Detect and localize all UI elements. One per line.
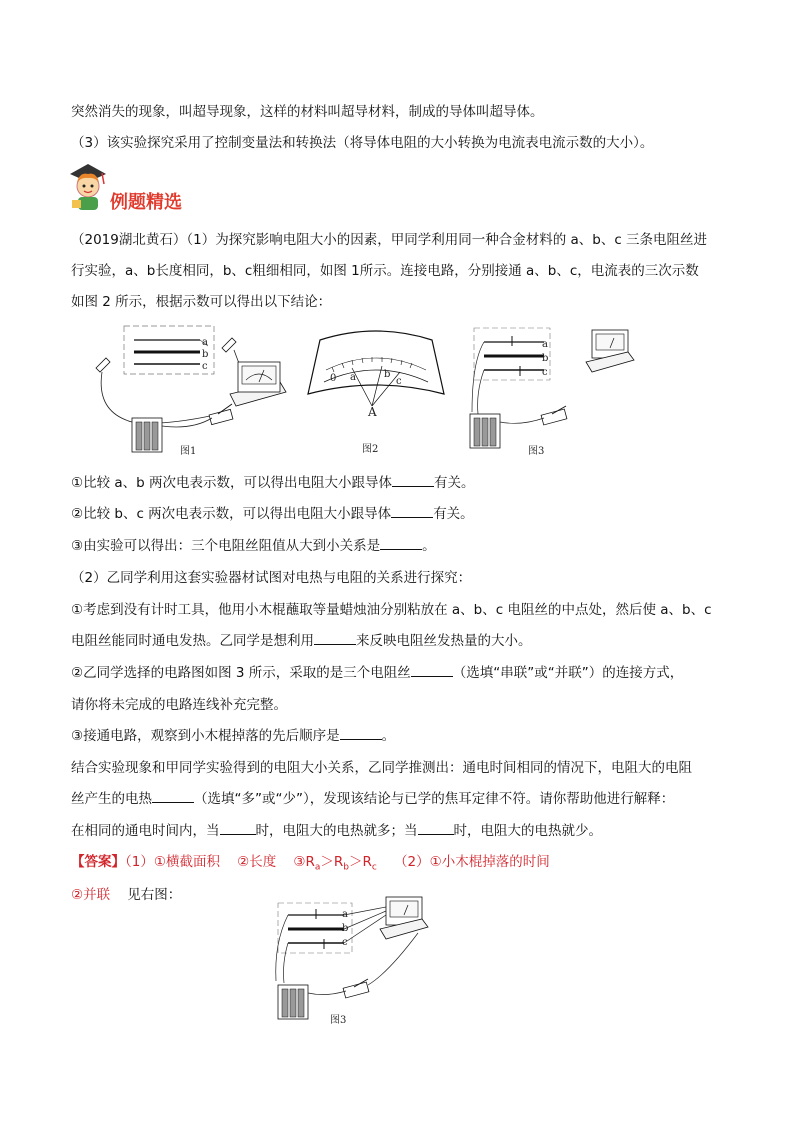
text-line — [71, 790, 674, 808]
wire-b-label: b — [202, 349, 209, 360]
text-line — [71, 727, 395, 745]
answer-part-4: （2）①小木棍掉落的时间 — [394, 854, 550, 870]
text-line: ①考虑到没有计时工具，他用小木棍蘸取等量蜡烛油分别粘放在 a、b、c 电阻丝的中点处，然后使 a、b、c — [71, 602, 712, 618]
answer-part-3: $③R_a>R_b>R_c$ — [293, 854, 377, 873]
c2-text: ②比较 b、c 两次电表示数，可以得出电阻大小跟导体 — [71, 506, 392, 522]
meter-b-label: b — [384, 369, 391, 380]
e2-text: 丝产生的电热 — [71, 791, 152, 807]
meter-a-label: a — [350, 372, 356, 383]
d3-text: ③接通电路，观察到小木棍掉落的先后顺序是 — [71, 728, 340, 744]
answer-blank[interactable] — [220, 822, 256, 835]
text-line: 如图 2 所示，根据示数可以得出以下结论： — [71, 294, 332, 310]
answer-tag: 【答案】 — [71, 854, 125, 870]
d2a-text: ②乙同学选择的电路图如图 3 所示，采取的是三个电阻丝 — [71, 665, 411, 681]
text-line — [71, 632, 532, 650]
text-line — [71, 505, 474, 523]
d1b-text: 电阻丝能同时通电发热。乙同学是想利用 — [71, 633, 314, 649]
answer-line — [71, 853, 550, 877]
e3-mid: 时，电阻大的电热就多；当 — [255, 823, 418, 839]
figure-1-circuit — [92, 322, 292, 460]
wire-a-label: a — [542, 339, 548, 350]
wire-c-label: c — [342, 937, 348, 948]
wire-a-label: a — [202, 337, 208, 348]
text-line — [71, 664, 683, 682]
answer-blank[interactable] — [314, 632, 356, 645]
text-line — [71, 474, 475, 492]
answer-blank[interactable] — [340, 727, 382, 740]
e2-tail: （选填“多”或“少”），发现该结论与已学的焦耳定律不符。请你帮助他进行解释： — [194, 791, 675, 807]
e3-tail: 时，电阻大的电热就少。 — [453, 823, 602, 839]
meter-zero-label: 0 — [330, 373, 337, 384]
answer-blank[interactable] — [380, 537, 422, 550]
text-line: 请你将未完成的电路连线补充完整。 — [71, 697, 287, 713]
c3-tail: 。 — [422, 538, 436, 554]
text-line: 结合实验现象和甲同学实验得到的电阻大小关系，乙同学推测出：通电时间相同的情况下，电阻大的电阻 — [71, 760, 692, 776]
wire-a-label: a — [342, 909, 348, 920]
wire-c-label: c — [202, 361, 208, 372]
cartoon-student-icon — [66, 160, 112, 212]
c2-tail: 有关。 — [433, 506, 474, 522]
meter-unit-label: A — [368, 405, 377, 419]
answer-blank[interactable] — [418, 822, 454, 835]
c1-text: ①比较 a、b 两次电表示数，可以得出电阻大小跟导体 — [71, 475, 393, 491]
section-title: 例题精选 — [110, 192, 182, 213]
text-line: （2）乙同学利用这套实验器材试图对电热与电阻的关系进行探究： — [71, 570, 472, 586]
answer-blank[interactable] — [392, 474, 434, 487]
text-line: （3）该实验探究采用了控制变量法和转换法（将导体电阻的大小转换为电流表电流示数的大小）。 — [71, 135, 654, 151]
answer-part-6: 见右图： — [127, 887, 182, 903]
d2a-tail: （选填“串联”或“并联”）的连接方式， — [452, 665, 684, 681]
answer-blank[interactable] — [411, 664, 453, 677]
text-line: （2019湖北黄石）（1）为探究影响电阻大小的因素，甲同学利用同一种合金材料的 a、b、c 三条电阻丝进 — [71, 232, 708, 248]
figure-3-circuit — [466, 322, 646, 460]
answer-blank[interactable] — [152, 790, 194, 803]
figure-2-label: 图2 — [362, 444, 379, 455]
text-line — [71, 822, 602, 840]
wire-b-label: b — [542, 353, 549, 364]
d1b-tail: 来反映电阻丝发热量的大小。 — [356, 633, 532, 649]
answer-part-2: ②长度 — [237, 854, 277, 870]
e3-text: 在相同的通电时间内，当 — [71, 823, 220, 839]
wire-b-label: b — [342, 923, 349, 934]
text-line: 行实验，a、b长度相同，b、c粗细相同，如图 1所示。连接电路，分别接通 a、b、c，电流表的三次示数 — [71, 263, 699, 279]
answer-line — [71, 886, 181, 904]
answer-figure-3-circuit — [268, 893, 438, 1029]
answer-part-5: ②并联 — [71, 887, 111, 903]
c3-text: ③由实验可以得出：三个电阻丝阻值从大到小关系是 — [71, 538, 381, 554]
text-line: 突然消失的现象，叫超导现象，这样的材料叫超导材料，制成的导体叫超导体。 — [71, 104, 544, 120]
d3-tail: 。 — [381, 728, 396, 744]
figure-1-label: 图1 — [180, 446, 197, 457]
figure-3-label: 图3 — [528, 446, 545, 457]
meter-c-label: c — [396, 376, 402, 387]
figure-2-ammeter — [302, 330, 450, 454]
answer-figure-3-label: 图3 — [330, 1015, 347, 1026]
answer-part-1: （1）①横截面积 — [125, 854, 220, 870]
c1-tail: 有关。 — [434, 475, 475, 491]
wire-c-label: c — [542, 367, 548, 378]
answer-blank[interactable] — [391, 505, 433, 518]
text-line — [71, 537, 436, 555]
